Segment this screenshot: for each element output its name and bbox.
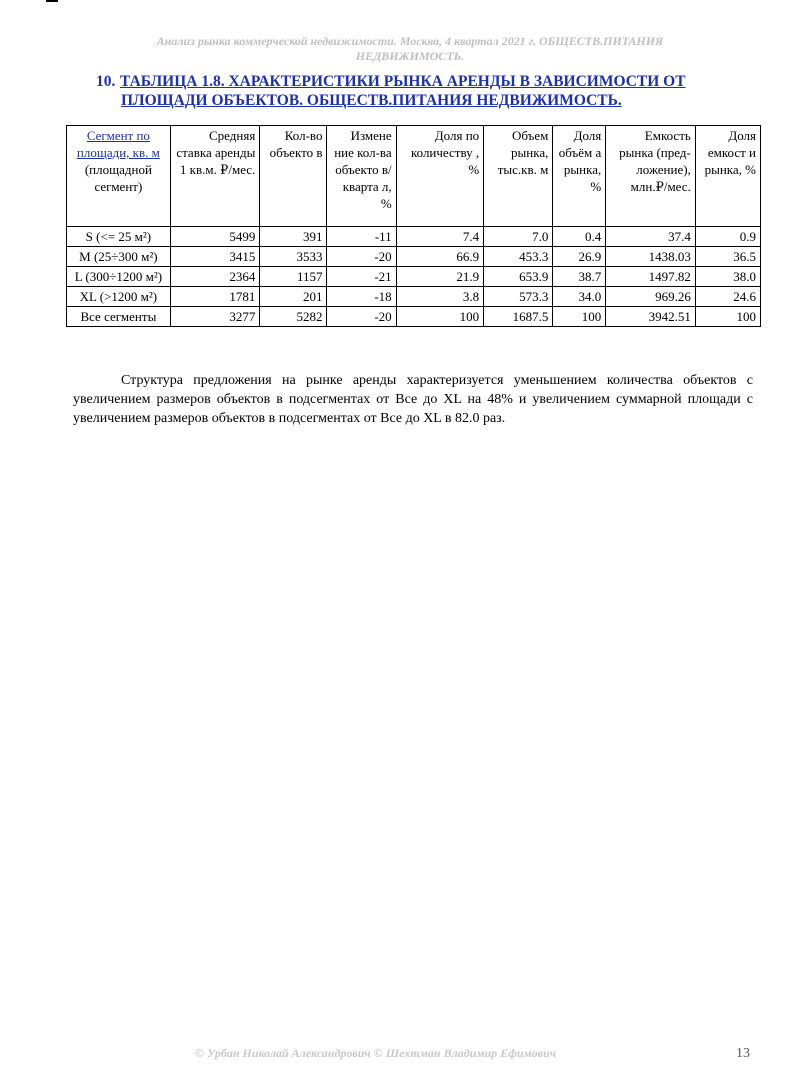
cell-rate: 1781 (170, 287, 260, 307)
footer-authors: © Урбан Николай Александрович © Шехтман Владимир Ефимович (195, 1046, 557, 1060)
cell-share-count: 3.8 (396, 287, 484, 307)
cell-share-count: 7.4 (396, 227, 484, 247)
header-segment-link[interactable]: Сегмент по площади, кв. м (76, 128, 160, 160)
cell-share-count: 100 (396, 307, 484, 327)
cell-volume: 453.3 (484, 247, 553, 267)
cell-volume: 653.9 (484, 267, 553, 287)
cell-share-count: 66.9 (396, 247, 484, 267)
cell-count: 5282 (260, 307, 327, 327)
cell-share-volume: 0.4 (553, 227, 606, 247)
cell-rate: 2364 (170, 267, 260, 287)
table-row (67, 247, 761, 267)
cell-share-volume: 26.9 (553, 247, 606, 267)
cell-share-capacity: 36.5 (695, 247, 760, 267)
table-row-total (67, 307, 761, 327)
header-count: Кол-во объекто в (260, 126, 327, 227)
cell-capacity: 1497.82 (606, 267, 696, 287)
cell-share-volume: 38.7 (553, 267, 606, 287)
cell-volume: 1687.5 (484, 307, 553, 327)
title-line-1: ТАБЛИЦА 1.8. ХАРАКТЕРИСТИКИ РЫНКА АРЕНДЫ В ЗАВИСИМОСТИ ОТ (120, 73, 686, 90)
header-share-volume: Доля объём а рынка, % (553, 126, 606, 227)
cell-share-capacity: 0.9 (695, 227, 760, 247)
header-segment-sub: (площадной сегмент) (84, 162, 152, 194)
cell-rate: 3277 (170, 307, 260, 327)
cell-segment: M (25÷300 м²) (67, 247, 171, 267)
page-header (100, 34, 720, 64)
header-volume: Объем рынка, тыс.кв. м (484, 126, 553, 227)
table-row (67, 227, 761, 247)
cell-share-count: 21.9 (396, 267, 484, 287)
header-rate: Средняя ставка аренды 1 кв.м. ₽/мес. (170, 126, 260, 227)
table-title (96, 72, 746, 110)
rent-market-table (66, 125, 761, 327)
cell-count: 3533 (260, 247, 327, 267)
summary-paragraph: Структура предложения на рынке аренды характеризуется уменьшением количества объектов с увеличением размеров объектов в подсегментах от Все до XL на 48% и увеличением суммарной площади с увеличением размеров объектов в подсегментах от Все до XL в 82.0 раз. (73, 373, 753, 426)
table-row (67, 287, 761, 307)
cell-volume: 573.3 (484, 287, 553, 307)
cell-capacity: 3942.51 (606, 307, 696, 327)
page-number: 13 (736, 1046, 750, 1061)
cell-segment: L (300÷1200 м²) (67, 267, 171, 287)
title-number: 10. (96, 73, 116, 90)
header-share-capacity: Доля емкост и рынка, % (695, 126, 760, 227)
table-header-row (67, 126, 761, 227)
cell-rate: 5499 (170, 227, 260, 247)
cell-change: -20 (327, 307, 396, 327)
cell-capacity: 969.26 (606, 287, 696, 307)
header-line-2: НЕДВИЖИМОСТЬ. (355, 49, 465, 63)
header-segment (67, 126, 171, 227)
header-line-1: Анализ рынка коммерческой недвижимости. Москва, 4 квартал 2021 г. ОБЩЕСТВ.ПИТАНИЯ (156, 34, 664, 48)
cell-segment: S (<= 25 м²) (67, 227, 171, 247)
cell-share-capacity: 100 (695, 307, 760, 327)
cell-change: -21 (327, 267, 396, 287)
cell-segment: XL (>1200 м²) (67, 287, 171, 307)
cell-share-volume: 100 (553, 307, 606, 327)
header-share-count: Доля по количеству , % (396, 126, 484, 227)
cell-change: -11 (327, 227, 396, 247)
cell-change: -20 (327, 247, 396, 267)
cell-volume: 7.0 (484, 227, 553, 247)
header-change: Измене ние кол-ва объекто в/кварта л, % (327, 126, 396, 227)
cell-capacity: 1438.03 (606, 247, 696, 267)
cell-change: -18 (327, 287, 396, 307)
cell-share-capacity: 38.0 (695, 267, 760, 287)
cell-rate: 3415 (170, 247, 260, 267)
cell-capacity: 37.4 (606, 227, 696, 247)
table-row (67, 267, 761, 287)
cell-count: 201 (260, 287, 327, 307)
top-edge-mark (46, 0, 58, 2)
cell-share-capacity: 24.6 (695, 287, 760, 307)
cell-count: 391 (260, 227, 327, 247)
cell-segment: Все сегменты (67, 307, 171, 327)
header-capacity: Емкость рынка (пред-ложение), млн.₽/мес. (606, 126, 696, 227)
cell-share-volume: 34.0 (553, 287, 606, 307)
cell-count: 1157 (260, 267, 327, 287)
title-line-2: ПЛОЩАДИ ОБЪЕКТОВ. ОБЩЕСТВ.ПИТАНИЯ НЕДВИЖИМОСТЬ. (121, 92, 622, 109)
